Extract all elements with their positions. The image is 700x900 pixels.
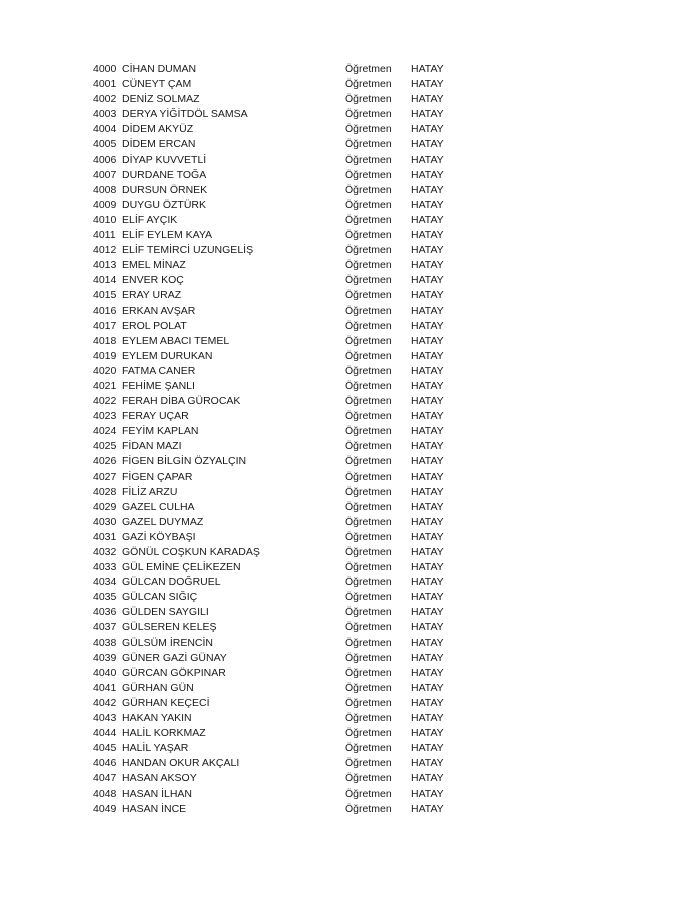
person-name: ELİF EYLEM KAYA	[122, 229, 213, 242]
person-role: Öğretmen	[345, 515, 392, 528]
list-item	[93, 470, 473, 485]
list-item	[93, 334, 473, 349]
person-city: HATAY	[411, 636, 444, 649]
person-role: Öğretmen	[345, 63, 392, 75]
row-number: 4007	[93, 168, 117, 181]
person-role: Öğretmen	[345, 410, 392, 423]
person-role: Öğretmen	[345, 395, 392, 408]
list-item	[93, 273, 473, 288]
person-name: HASAN İLHAN	[122, 787, 193, 800]
row-number: 4020	[93, 364, 117, 377]
person-city: HATAY	[411, 742, 444, 755]
person-name: HALİL YAŞAR	[122, 742, 189, 755]
person-name: FEHİME ŞANLI	[122, 379, 195, 392]
person-role: Öğretmen	[345, 379, 392, 392]
list-item	[93, 364, 473, 379]
list-item	[93, 771, 473, 786]
person-role: Öğretmen	[345, 349, 392, 362]
person-city: HATAY	[411, 621, 444, 634]
row-number: 4005	[93, 138, 117, 151]
row-number: 4012	[93, 244, 117, 257]
person-role: Öğretmen	[345, 500, 392, 513]
person-city: HATAY	[411, 168, 444, 181]
person-role: Öğretmen	[345, 259, 392, 272]
person-city: HATAY	[411, 440, 444, 453]
row-number: 4035	[93, 591, 117, 604]
person-role: Öğretmen	[345, 289, 392, 302]
person-role: Öğretmen	[345, 123, 392, 136]
person-city: HATAY	[411, 772, 444, 785]
list-item	[93, 696, 473, 711]
person-name: FEYİM KAPLAN	[122, 425, 199, 438]
person-name: HANDAN OKUR AKÇALI	[122, 757, 240, 770]
person-name: GAZEL CULHA	[122, 500, 195, 513]
row-number: 4004	[93, 123, 117, 136]
list-item	[93, 666, 473, 681]
list-item	[93, 304, 473, 319]
row-number: 4015	[93, 289, 117, 302]
person-role: Öğretmen	[345, 561, 392, 574]
person-role: Öğretmen	[345, 78, 392, 91]
list-item	[93, 107, 473, 122]
list-item	[93, 454, 473, 469]
person-name: GÜRCAN GÖKPINAR	[122, 666, 226, 679]
person-role: Öğretmen	[345, 485, 392, 498]
row-number: 4002	[93, 93, 117, 106]
person-role: Öğretmen	[345, 712, 392, 725]
person-city: HATAY	[411, 696, 444, 709]
person-name: DURDANE TOĞA	[122, 168, 207, 181]
person-city: HATAY	[411, 561, 444, 574]
person-role: Öğretmen	[345, 198, 392, 211]
person-city: HATAY	[411, 334, 444, 347]
row-number: 4016	[93, 304, 117, 317]
list-item	[93, 515, 473, 530]
person-name: GAZEL DUYMAZ	[122, 515, 204, 528]
person-role: Öğretmen	[345, 470, 392, 483]
person-name: CÜNEYT ÇAM	[122, 78, 192, 91]
person-role: Öğretmen	[345, 802, 392, 815]
list-item	[93, 319, 473, 334]
list-item	[93, 122, 473, 137]
person-role: Öğretmen	[345, 183, 392, 196]
person-role: Öğretmen	[345, 696, 392, 709]
row-number: 4003	[93, 108, 117, 121]
person-city: HATAY	[411, 576, 444, 589]
row-number: 4031	[93, 530, 117, 543]
row-number: 4048	[93, 787, 117, 800]
list-item	[93, 711, 473, 726]
list-item	[93, 756, 473, 771]
person-city: HATAY	[411, 787, 444, 800]
person-name: DERYA YİĞİTDÖL SAMSA	[122, 108, 248, 121]
person-role: Öğretmen	[345, 319, 392, 332]
person-role: Öğretmen	[345, 757, 392, 770]
person-name: DİDEM AKYÜZ	[122, 123, 194, 136]
person-city: HATAY	[411, 274, 444, 287]
person-name: FERAH DİBA GÜROCAK	[122, 395, 241, 408]
list-item	[93, 605, 473, 620]
list-item	[93, 545, 473, 560]
person-city: HATAY	[411, 108, 444, 121]
person-city: HATAY	[411, 546, 444, 558]
row-number: 4036	[93, 606, 117, 619]
person-name: FİGEN BİLGİN ÖZYALÇIN	[122, 455, 247, 468]
list-item	[93, 258, 473, 273]
person-role: Öğretmen	[345, 681, 392, 694]
person-city: HATAY	[411, 651, 444, 664]
person-role: Öğretmen	[345, 93, 392, 106]
list-item	[93, 500, 473, 515]
row-number: 4009	[93, 198, 117, 211]
person-name: ENVER KOÇ	[122, 274, 184, 287]
row-number: 4029	[93, 500, 117, 513]
list-item	[93, 741, 473, 756]
person-city: HATAY	[411, 304, 444, 317]
person-name: ERKAN AVŞAR	[122, 304, 196, 317]
person-role: Öğretmen	[345, 334, 392, 347]
person-name: CİHAN DUMAN	[122, 63, 197, 75]
person-name: DUYGU ÖZTÜRK	[122, 198, 206, 211]
person-role: Öğretmen	[345, 636, 392, 649]
list-item	[93, 620, 473, 635]
person-role: Öğretmen	[345, 742, 392, 755]
list-item	[93, 439, 473, 454]
person-role: Öğretmen	[345, 530, 392, 543]
person-role: Öğretmen	[345, 425, 392, 438]
person-city: HATAY	[411, 470, 444, 483]
row-number: 4037	[93, 621, 117, 634]
person-name: GÜLDEN SAYGILI	[122, 606, 209, 619]
person-city: HATAY	[411, 364, 444, 377]
person-name: ERAY URAZ	[122, 289, 182, 302]
list-item	[93, 228, 473, 243]
list-item	[93, 726, 473, 741]
row-number: 4033	[93, 561, 117, 574]
person-name: HAKAN YAKIN	[122, 712, 192, 725]
person-name: HASAN İNCE	[122, 802, 187, 815]
person-city: HATAY	[411, 515, 444, 528]
person-name: GAZİ KÖYBAŞI	[122, 530, 196, 543]
person-name: GÜLSEREN KELEŞ	[122, 621, 217, 634]
person-role: Öğretmen	[345, 772, 392, 785]
person-city: HATAY	[411, 425, 444, 438]
row-number: 4010	[93, 213, 117, 226]
person-role: Öğretmen	[345, 440, 392, 453]
person-name: FİDAN MAZI	[122, 440, 182, 453]
person-role: Öğretmen	[345, 364, 392, 377]
row-number: 4038	[93, 636, 117, 649]
list-item	[93, 394, 473, 409]
person-city: HATAY	[411, 606, 444, 619]
person-city: HATAY	[411, 395, 444, 408]
teacher-list	[93, 62, 473, 817]
person-role: Öğretmen	[345, 304, 392, 317]
person-city: HATAY	[411, 410, 444, 423]
list-item	[93, 379, 473, 394]
person-name: FERAY UÇAR	[122, 410, 189, 423]
person-name: EROL POLAT	[122, 319, 187, 332]
person-city: HATAY	[411, 63, 444, 75]
row-number: 4001	[93, 78, 117, 91]
person-role: Öğretmen	[345, 213, 392, 226]
row-number: 4041	[93, 681, 117, 694]
person-role: Öğretmen	[345, 274, 392, 287]
person-name: HASAN AKSOY	[122, 772, 197, 785]
person-name: ELİF AYÇIK	[122, 213, 178, 226]
person-name: ELİF TEMİRCİ UZUNGELİŞ	[122, 244, 254, 257]
person-city: HATAY	[411, 259, 444, 272]
person-name: DENİZ SOLMAZ	[122, 93, 200, 106]
row-number: 4017	[93, 319, 117, 332]
person-city: HATAY	[411, 455, 444, 468]
person-name: DURSUN ÖRNEK	[122, 183, 208, 196]
row-number: 4043	[93, 712, 117, 725]
person-city: HATAY	[411, 727, 444, 740]
list-item	[93, 349, 473, 364]
list-item	[93, 590, 473, 605]
list-item	[93, 530, 473, 545]
list-item	[93, 62, 473, 77]
row-number: 4047	[93, 772, 117, 785]
row-number: 4008	[93, 183, 117, 196]
row-number: 4045	[93, 742, 117, 755]
row-number: 4039	[93, 651, 117, 664]
person-role: Öğretmen	[345, 787, 392, 800]
list-item	[93, 92, 473, 107]
person-role: Öğretmen	[345, 606, 392, 619]
row-number: 4032	[93, 546, 117, 558]
list-item	[93, 243, 473, 258]
person-role: Öğretmen	[345, 666, 392, 679]
list-item	[93, 153, 473, 168]
person-city: HATAY	[411, 530, 444, 543]
person-city: HATAY	[411, 757, 444, 770]
person-city: HATAY	[411, 349, 444, 362]
person-city: HATAY	[411, 712, 444, 725]
list-item	[93, 681, 473, 696]
person-role: Öğretmen	[345, 153, 392, 166]
person-role: Öğretmen	[345, 244, 392, 257]
person-city: HATAY	[411, 153, 444, 166]
person-city: HATAY	[411, 666, 444, 679]
person-role: Öğretmen	[345, 621, 392, 634]
person-name: FİLİZ ARZU	[122, 485, 178, 498]
row-number: 4027	[93, 470, 117, 483]
list-item	[93, 424, 473, 439]
list-item	[93, 77, 473, 92]
person-city: HATAY	[411, 138, 444, 151]
row-number: 4013	[93, 259, 117, 272]
person-city: HATAY	[411, 485, 444, 498]
list-item	[93, 409, 473, 424]
person-role: Öğretmen	[345, 138, 392, 151]
person-city: HATAY	[411, 500, 444, 513]
person-city: HATAY	[411, 244, 444, 257]
row-number: 4021	[93, 379, 117, 392]
row-number: 4046	[93, 757, 117, 770]
row-number: 4000	[93, 63, 117, 75]
person-name: HALİL KORKMAZ	[122, 727, 206, 740]
row-number: 4022	[93, 395, 117, 408]
person-role: Öğretmen	[345, 229, 392, 242]
row-number: 4028	[93, 485, 117, 498]
list-item	[93, 213, 473, 228]
person-city: HATAY	[411, 213, 444, 226]
list-item	[93, 485, 473, 500]
person-name: EMEL MİNAZ	[122, 259, 186, 272]
person-name: GÜRHAN GÜN	[122, 681, 194, 694]
person-role: Öğretmen	[345, 455, 392, 468]
person-city: HATAY	[411, 123, 444, 136]
row-number: 4018	[93, 334, 117, 347]
row-number: 4040	[93, 666, 117, 679]
person-name: EYLEM DURUKAN	[122, 349, 213, 362]
person-city: HATAY	[411, 289, 444, 302]
person-role: Öğretmen	[345, 651, 392, 664]
list-item	[93, 651, 473, 666]
person-name: GÖNÜL COŞKUN KARADAŞ	[122, 546, 260, 558]
person-name: GÜNER GAZİ GÜNAY	[122, 651, 227, 664]
row-number: 4025	[93, 440, 117, 453]
person-name: EYLEM ABACI TEMEL	[122, 334, 230, 347]
person-name: FATMA CANER	[122, 364, 196, 377]
list-item	[93, 787, 473, 802]
person-role: Öğretmen	[345, 576, 392, 589]
person-city: HATAY	[411, 802, 444, 815]
row-number: 4030	[93, 515, 117, 528]
person-city: HATAY	[411, 229, 444, 242]
row-number: 4011	[93, 229, 116, 242]
row-number: 4026	[93, 455, 117, 468]
person-role: Öğretmen	[345, 727, 392, 740]
person-city: HATAY	[411, 319, 444, 332]
list-item	[93, 560, 473, 575]
person-name: GÜLCAN DOĞRUEL	[122, 576, 221, 589]
person-name: GÜLCAN SIĞIÇ	[122, 591, 198, 604]
person-role: Öğretmen	[345, 546, 392, 558]
list-item	[93, 183, 473, 198]
person-city: HATAY	[411, 591, 444, 604]
person-name: DİYAP KUVVETLİ	[122, 153, 207, 166]
row-number: 4044	[93, 727, 117, 740]
person-role: Öğretmen	[345, 168, 392, 181]
person-city: HATAY	[411, 198, 444, 211]
person-city: HATAY	[411, 681, 444, 694]
person-city: HATAY	[411, 183, 444, 196]
list-item	[93, 198, 473, 213]
row-number: 4042	[93, 696, 117, 709]
list-item	[93, 802, 473, 817]
row-number: 4023	[93, 410, 117, 423]
person-city: HATAY	[411, 379, 444, 392]
row-number: 4049	[93, 802, 117, 815]
person-name: GÜRHAN KEÇECİ	[122, 696, 210, 709]
row-number: 4034	[93, 576, 117, 589]
person-name: DİDEM ERCAN	[122, 138, 196, 151]
person-name: GÜL EMİNE ÇELİKEZEN	[122, 561, 241, 574]
list-item	[93, 288, 473, 303]
row-number: 4006	[93, 153, 117, 166]
list-item	[93, 137, 473, 152]
person-city: HATAY	[411, 93, 444, 106]
list-item	[93, 636, 473, 651]
row-number: 4024	[93, 425, 117, 438]
person-name: FİGEN ÇAPAR	[122, 470, 193, 483]
person-role: Öğretmen	[345, 108, 392, 121]
person-city: HATAY	[411, 78, 444, 91]
list-item	[93, 168, 473, 183]
row-number: 4014	[93, 274, 117, 287]
row-number: 4019	[93, 349, 117, 362]
list-item	[93, 575, 473, 590]
person-role: Öğretmen	[345, 591, 392, 604]
person-name: GÜLSÜM İRENCİN	[122, 636, 214, 649]
